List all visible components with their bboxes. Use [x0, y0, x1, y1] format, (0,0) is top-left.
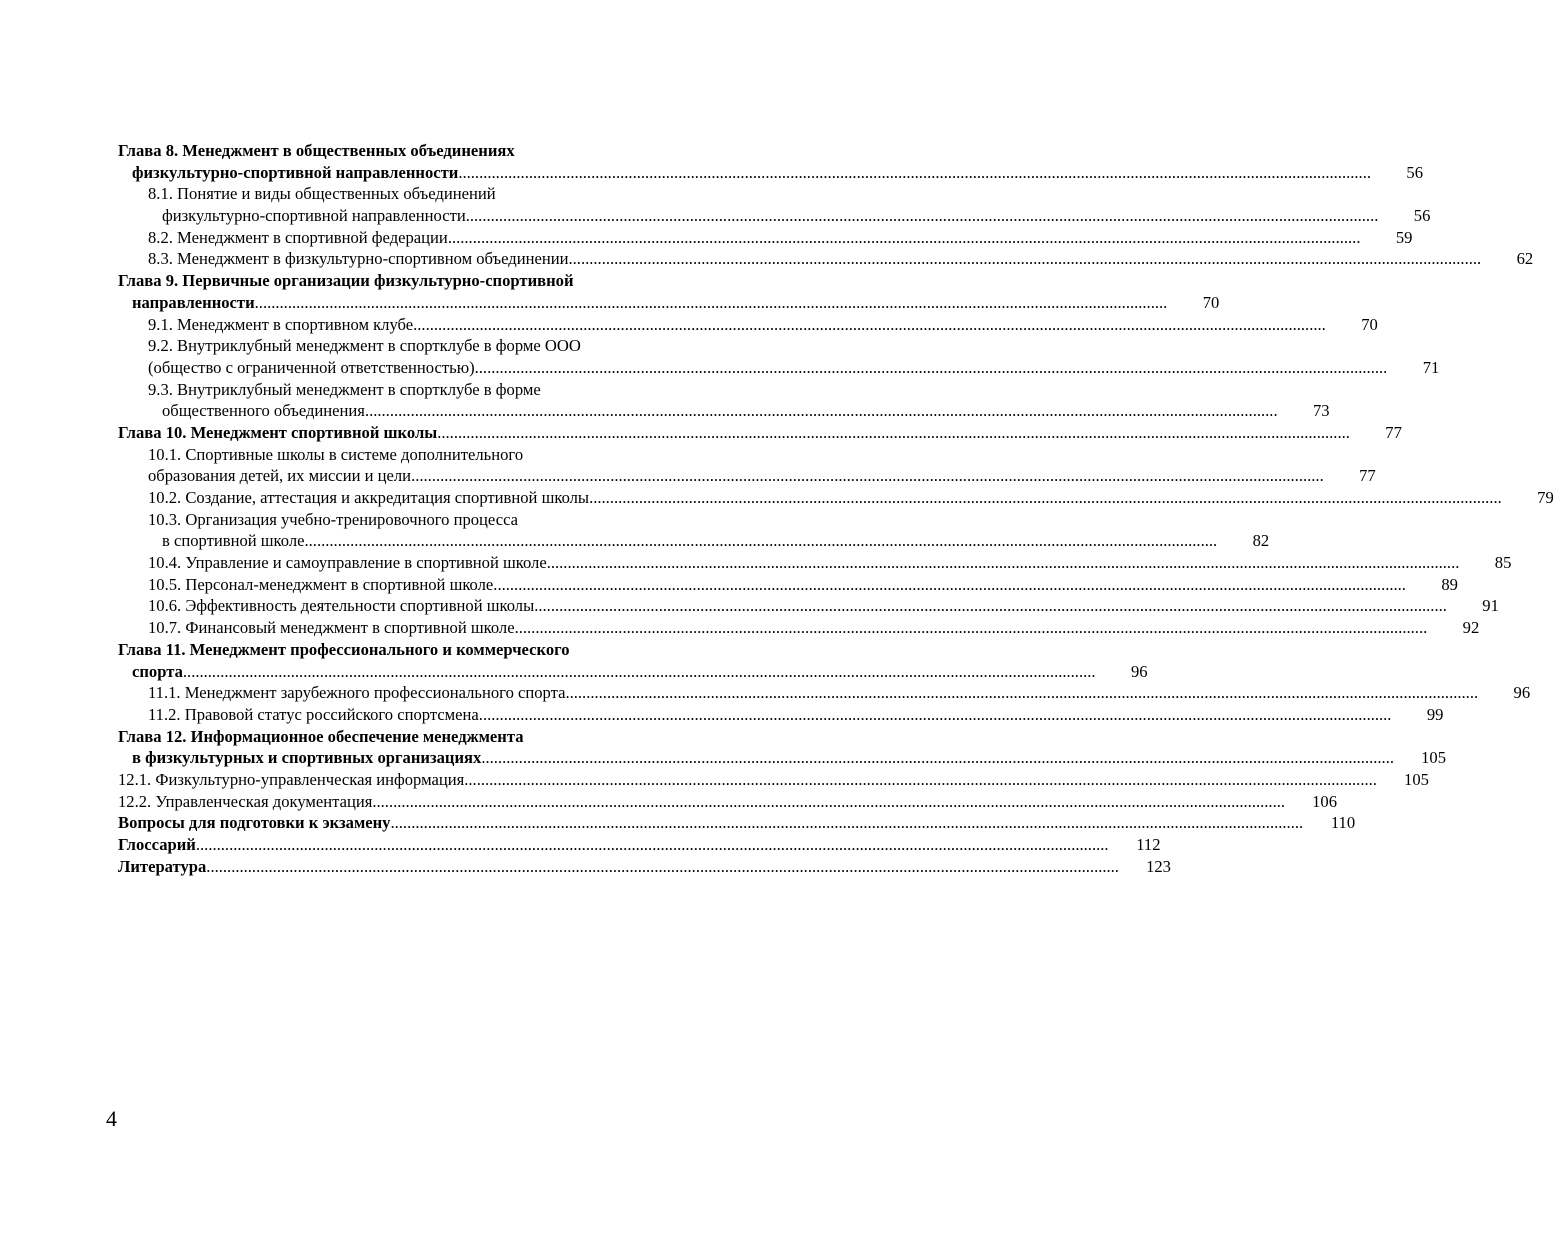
toc-entry-page: 105 — [1421, 748, 1446, 768]
toc-entry-title: 9.2. Внутриклубный менеджмент в спортклубе в форме ООО — [148, 336, 581, 356]
table-of-contents — [118, 140, 1554, 877]
toc-entry — [118, 726, 758, 748]
toc-entry-title: физкультурно-спортивной направленности — [162, 206, 466, 226]
dot-leader: ............................................................................................................................................................................................................................ — [534, 596, 1447, 616]
toc-entry — [118, 595, 1499, 617]
toc-entry — [118, 205, 1431, 227]
toc-entry — [118, 270, 758, 292]
toc-entry-page: 123 — [1146, 856, 1171, 876]
toc-entry-page: 62 — [1516, 249, 1534, 269]
dot-leader: ............................................................................................................................................................................................................................ — [568, 249, 1482, 269]
toc-entry — [118, 509, 758, 531]
toc-entry — [118, 791, 1338, 813]
toc-entry-page: 112 — [1136, 835, 1161, 854]
toc-entry — [118, 227, 1413, 249]
toc-entry-title: 10.2. Создание, аттестация и аккредитация спортивной школы — [148, 488, 590, 507]
toc-entry-title: Глава 10. Менеджмент спортивной школы — [118, 422, 438, 442]
toc-entry — [118, 856, 1171, 878]
toc-entry-page: 106 — [1312, 791, 1338, 811]
toc-entry — [118, 444, 758, 466]
dot-leader: ............................................................................................................................................................................................................................ — [546, 553, 1460, 573]
dot-leader: ............................................................................................................................................................................................................................ — [254, 292, 1168, 312]
toc-entry — [118, 682, 1531, 704]
dot-leader: ............................................................................................................................................................................................................................ — [372, 791, 1286, 811]
toc-entry-title: Глава 8. Менеджмент в общественных объединениях — [118, 141, 515, 160]
toc-entry-page: 77 — [1385, 422, 1402, 442]
toc-entry — [118, 661, 1148, 683]
toc-entry-page: 59 — [1395, 227, 1413, 247]
toc-entry-page: 82 — [1252, 531, 1270, 551]
toc-entry — [118, 617, 1480, 639]
toc-entry-title: спорта — [132, 661, 183, 681]
toc-entry-title: в спортивной школе — [162, 531, 305, 551]
toc-entry-title: направленности — [132, 292, 255, 312]
toc-entry-title: 11.1. Менеджмент зарубежного профессионального спорта — [148, 683, 566, 703]
toc-entry-title: Глоссарий — [118, 835, 196, 854]
dot-leader: ............................................................................................................................................................................................................................ — [464, 769, 1377, 789]
toc-entry — [118, 335, 758, 357]
toc-entry-title: 10.6. Эффективность деятельности спортивной школы — [148, 596, 535, 616]
dot-leader: ............................................................................................................................................................................................................................ — [182, 661, 1096, 681]
toc-entry-title: 11.2. Правовой статус российского спортсмена — [148, 704, 479, 724]
toc-entry — [118, 552, 1512, 574]
toc-entry — [118, 769, 1429, 791]
toc-entry — [118, 292, 1220, 314]
toc-entry-title: общественного объединения — [162, 401, 365, 421]
toc-entry-title: Глава 11. Менеджмент профессионального и коммерческого — [118, 639, 570, 659]
toc-entry-page: 56 — [1413, 206, 1431, 226]
toc-entry-title: Вопросы для подготовки к экзамену — [118, 813, 391, 833]
dot-leader: ............................................................................................................................................................................................................................ — [514, 618, 1428, 638]
dot-leader: ............................................................................................................................................................................................................................ — [565, 683, 1479, 703]
toc-entry — [118, 422, 1402, 444]
toc-entry — [118, 248, 1534, 270]
toc-entry-title: 10.5. Персонал-менеджмент в спортивной школе — [148, 574, 494, 594]
toc-entry — [118, 834, 1161, 856]
toc-entry-page: 79 — [1537, 488, 1554, 507]
toc-entry-title: физкультурно-спортивной направленности — [132, 162, 459, 182]
toc-entry-title: 10.3. Организация учебно-тренировочного процесса — [148, 509, 519, 529]
toc-entry-title: Литература — [118, 856, 207, 876]
toc-entry-title: 9.3. Внутриклубный менеджмент в спортклубе в форме — [148, 379, 541, 399]
toc-entry — [118, 400, 1330, 422]
dot-leader: ............................................................................................................................................................................................................................ — [481, 748, 1394, 768]
toc-entry-page: 73 — [1313, 401, 1330, 421]
dot-leader: ............................................................................................................................................................................................................................ — [493, 574, 1406, 594]
toc-entry — [118, 812, 1356, 834]
toc-entry-title: 9.1. Менеджмент в спортивном клубе — [148, 314, 414, 334]
toc-entry — [118, 747, 1446, 769]
toc-entry — [118, 465, 1376, 487]
toc-entry-title: 8.1. Понятие и виды общественных объединений — [148, 184, 496, 204]
dot-leader: ............................................................................................................................................................................................................................ — [447, 227, 1361, 247]
toc-entry-page: 110 — [1330, 813, 1356, 833]
toc-entry — [118, 487, 1554, 509]
toc-entry-page: 96 — [1130, 661, 1148, 681]
toc-entry-title: 8.3. Менеджмент в физкультурно-спортивном объединении — [148, 249, 569, 269]
toc-entry — [118, 162, 1423, 184]
dot-leader: ............................................................................................................................................................................................................................ — [478, 704, 1392, 724]
toc-entry-page: 70 — [1361, 314, 1378, 334]
toc-entry-page: 85 — [1494, 553, 1512, 573]
toc-entry — [118, 574, 1458, 596]
dot-leader: ............................................................................................................................................................................................................................ — [364, 401, 1278, 421]
toc-entry-title: 8.2. Менеджмент в спортивной федерации — [148, 227, 448, 247]
toc-entry-title: 10.1. Спортивные школы в системе дополнительного — [148, 444, 524, 464]
toc-entry-title: 10.4. Управление и самоуправление в спортивной школе — [148, 553, 547, 573]
toc-entry-title: (общество с ограниченной ответственностью) — [148, 357, 475, 377]
toc-entry-title: образования детей, их миссии и цели — [148, 466, 412, 486]
dot-leader: ............................................................................................................................................................................................................................ — [195, 835, 1109, 854]
dot-leader: ............................................................................................................................................................................................................................ — [390, 813, 1304, 833]
toc-entry — [118, 530, 1270, 552]
dot-leader: ............................................................................................................................................................................................................................ — [589, 488, 1502, 507]
toc-entry — [118, 379, 758, 401]
toc-entry-title: Глава 12. Информационное обеспечение менеджмента — [118, 726, 524, 746]
toc-entry-page: 71 — [1422, 357, 1440, 377]
toc-entry-page: 89 — [1441, 574, 1458, 594]
toc-entry — [118, 183, 758, 205]
toc-entry — [118, 140, 758, 162]
toc-entry-page: 99 — [1426, 704, 1444, 724]
toc-entry — [118, 357, 1440, 379]
toc-entry-title: 12.2. Управленческая документация — [118, 791, 373, 811]
dot-leader: ............................................................................................................................................................................................................................ — [474, 357, 1388, 377]
toc-entry-title: 12.1. Физкультурно-управленческая информация — [118, 769, 465, 789]
dot-leader: ............................................................................................................................................................................................................................ — [304, 531, 1218, 551]
dot-leader: ............................................................................................................................................................................................................................ — [437, 422, 1350, 442]
dot-leader: ............................................................................................................................................................................................................................ — [458, 162, 1371, 182]
toc-entry-page: 92 — [1462, 618, 1480, 638]
toc-entry — [118, 704, 1444, 726]
toc-entry-title: Глава 9. Первичные организации физкультурно-спортивной — [118, 271, 574, 291]
page-number: 4 — [106, 1106, 117, 1131]
dot-leader: ............................................................................................................................................................................................................................ — [411, 466, 1324, 486]
toc-entry-page: 70 — [1202, 292, 1220, 312]
dot-leader: ............................................................................................................................................................................................................................ — [413, 314, 1326, 334]
toc-entry-page: 91 — [1482, 596, 1499, 616]
toc-entry-title: 10.7. Финансовый менеджмент в спортивной школе — [148, 618, 515, 638]
dot-leader: ............................................................................................................................................................................................................................ — [206, 856, 1119, 876]
toc-entry-page: 96 — [1513, 683, 1531, 703]
toc-entry — [118, 639, 758, 661]
toc-entry-page: 105 — [1404, 769, 1429, 789]
toc-entry-page: 77 — [1359, 466, 1376, 486]
toc-entry-page: 56 — [1406, 162, 1423, 182]
toc-entry — [118, 314, 1378, 336]
toc-entry-title: в физкультурных и спортивных организациях — [132, 748, 482, 768]
dot-leader: ............................................................................................................................................................................................................................ — [465, 206, 1379, 226]
